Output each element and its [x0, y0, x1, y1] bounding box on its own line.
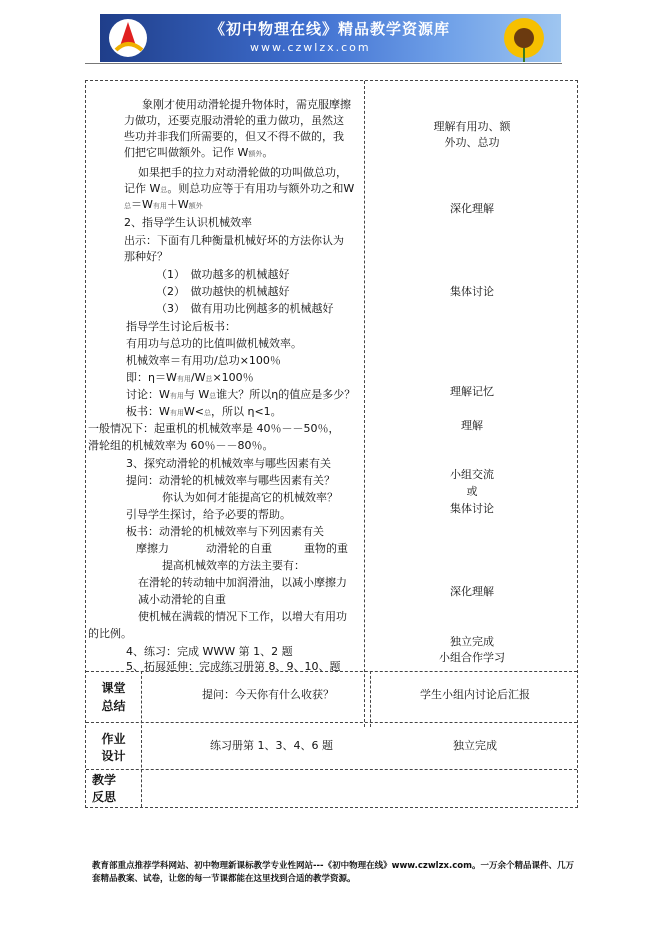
lesson-line: （2） 做功越快的机械越好 [156, 285, 290, 298]
lesson-line: 的比例。 [88, 627, 132, 640]
label-column-divider [141, 671, 142, 807]
lesson-line: 有用功与总功的比值叫做机械效率。 [126, 337, 302, 350]
lesson-table [85, 80, 578, 808]
lesson-line: 机械效率＝有用功/总功×100％ [126, 354, 281, 367]
lesson-line: 板书：W有用W<总，所以 η<1。 [126, 405, 282, 418]
activity-note: 独立完成 [450, 635, 494, 648]
activity-note: 集体讨论 [450, 502, 494, 515]
reflection-label: 反思 [92, 790, 117, 804]
activity-note: 小组交流 [450, 468, 494, 481]
lesson-line: 引导学生探讨，给予必要的帮助。 [126, 508, 291, 521]
lesson-line: 5、拓展延伸：完成练习册第 8、9、10、题 [126, 660, 341, 673]
lesson-line: 们把它叫做额外。记作 W额外。 [124, 146, 274, 159]
lesson-line: 总＝W有用＋W额外 [124, 198, 203, 211]
activity-note: 深化理解 [450, 585, 494, 598]
lesson-line: 即：η＝W有用/W总×100％ [126, 371, 254, 384]
lesson-line: 提高机械效率的方法主要有： [162, 559, 305, 572]
summary-activity: 学生小组内讨论后汇报 [420, 688, 530, 701]
activity-note: 集体讨论 [450, 285, 494, 298]
footer-note: 教育部重点推荐学科网站、初中物理新课标教学专业性网站---《初中物理在线》www.czwlzx.com。一万余个精品课件、几万套精品教案、试卷，让您的每一节课都能在这里找到合适的教学资源。 [92, 861, 574, 884]
lesson-line: 滑轮组的机械效率为 60％－－80％。 [88, 439, 274, 452]
lesson-line: 你认为如何才能提高它的机械效率？ [162, 491, 338, 504]
summary-label: 课堂 [101, 681, 126, 695]
summary-label: 总结 [101, 699, 126, 713]
site-logo-icon [106, 16, 150, 60]
reflection-label: 教学 [92, 773, 117, 787]
activity-note: 外功、总功 [444, 136, 500, 149]
lesson-line: （1） 做功越多的机械越好 [156, 268, 290, 281]
lesson-line: 提问：动滑轮的机械效率与哪些因素有关？ [126, 474, 335, 487]
lesson-line: 使机械在满载的情况下工作，以增大有用功 [138, 610, 347, 623]
lesson-line: 讨论：W有用与 W总谁大？所以η的值应是多少？ [126, 388, 356, 401]
activity-note: 理解有用功、额 [433, 120, 511, 133]
lesson-line: 出示：下面有几种衡量机械好坏的方法你认为 [124, 234, 344, 247]
lesson-line: 2、指导学生认识机械效率 [124, 216, 252, 229]
banner-title: 《初中物理在线》精品教学资源库 [210, 20, 451, 38]
row-divider [86, 722, 577, 723]
lesson-line: 重物的重 [304, 542, 348, 555]
activity-note: 理解记忆 [450, 385, 494, 398]
activity-note: 小组合作学习 [439, 651, 505, 664]
lesson-line: 减小动滑轮的自重 [138, 593, 226, 606]
summary-content: 提问：今天你有什么收获？ [202, 688, 334, 701]
lesson-line: 摩擦力 [136, 542, 169, 555]
lesson-line: 些功并非我们所需要的，但又不得不做的，我 [124, 130, 344, 143]
sunflower-icon [489, 14, 559, 62]
activity-note: 深化理解 [450, 202, 494, 215]
column-divider [364, 81, 365, 727]
homework-content: 练习册第 1、3、4、6 题 [210, 739, 333, 752]
lesson-line: 在滑轮的转动轴中加润滑油，以减小摩擦力 [138, 576, 347, 589]
lesson-line: 3、探究动滑轮的机械效率与哪些因素有关 [126, 457, 331, 470]
lesson-line: 一般情况下：起重机的机械效率是 40％－－50％， [88, 422, 340, 435]
lesson-line: 如果把手的拉力对动滑轮做的功叫做总功， [138, 166, 347, 179]
lesson-line: 那种好？ [124, 250, 168, 263]
header-banner [100, 14, 561, 62]
header-divider [85, 63, 562, 64]
lesson-line: 力做功，还要克服动滑轮的重力做功，虽然这 [124, 114, 344, 127]
activity-note: 或 [466, 485, 478, 498]
lesson-line: 记作 W总。则总功应等于有用功与额外功之和W [124, 182, 355, 195]
lesson-line: 象刚才使用动滑轮提升物体时，需克服摩擦 [142, 98, 351, 111]
lesson-line: 板书：动滑轮的机械效率与下列因素有关 [126, 525, 324, 538]
homework-label: 作业 [101, 732, 126, 746]
lesson-line: 动滑轮的自重 [206, 542, 272, 555]
banner-url[interactable]: www.czwlzx.com [250, 41, 371, 54]
lesson-line: （3） 做有用功比例越多的机械越好 [156, 302, 334, 315]
homework-label: 设计 [101, 749, 126, 763]
homework-activity: 独立完成 [453, 739, 497, 752]
lesson-line: 指导学生讨论后板书： [126, 320, 236, 333]
row-divider [86, 769, 577, 770]
activity-note: 理解 [461, 419, 483, 432]
lesson-line: 4、练习：完成 WWW 第 1、2 题 [126, 645, 293, 658]
